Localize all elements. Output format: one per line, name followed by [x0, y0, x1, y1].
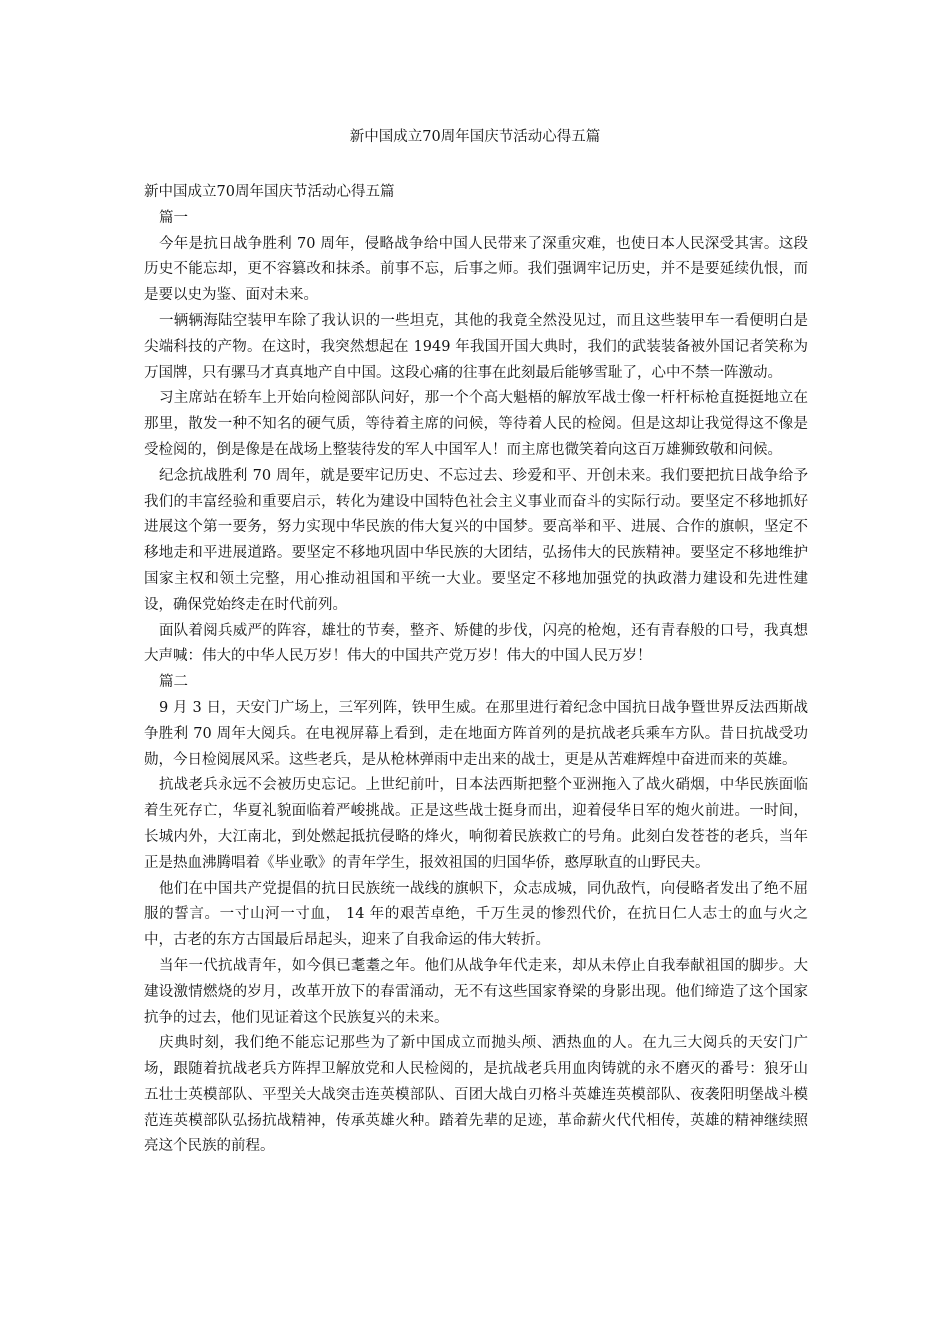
paragraph: 纪念抗战胜利 70 周年，就是要牢记历史、不忘过去、珍爱和平、开创未来。我们要把抗日战争给予我们的丰富经验和重要启示，转化为建设中国特色社会主义事业而奋斗的实际行动。要坚定不移地抓好进展这个第一要务，努力实现中华民族的伟大复兴的中国梦。要高举和平、进展、合作的旗帜，坚定不移地走和平进展道路。要坚定不移地巩固中华民族的大团结，弘扬伟大的民族精神。要坚定不移地维护国家主权和领土完整，用心推动祖国和平统一大业。要坚定不移地加强党的执政潜力建设和先进性建设，确保党始终走在时代前列。	[144, 467, 808, 613]
paragraph: 当年一代抗战青年，如今俱已耄耋之年。他们从战争年代走来，却从未停止自我奉献祖国的脚步。大建设激情燃烧的岁月，改革开放下的春雷涌动，无不有这些国家脊梁的身影出现。他们缔造了这个国家抗争的过去，他们见证着这个民族复兴的未来。	[144, 957, 808, 1026]
paragraph: 面队着阅兵威严的阵容，雄壮的节奏，整齐、矫健的步伐，闪亮的枪炮，还有青春般的口号，我真想大声喊：伟大的中华人民万岁！伟大的中国共产党万岁！伟大的中国人民万岁！	[144, 622, 808, 665]
document-subtitle: 新中国成立70周年国庆节活动心得五篇	[144, 184, 395, 200]
paragraph: 今年是抗日战争胜利 70 周年，侵略战争给中国人民带来了深重灾难，也使日本人民深受其害。这段历史不能忘却，更不容篡改和抹杀。前事不忘，后事之师。我们强调牢记历史，并不是要延续仇恨，而是要以史为鉴、面对未来。	[144, 235, 808, 304]
paragraph: 庆典时刻，我们绝不能忘记那些为了新中国成立而抛头颅、洒热血的人。在九三大阅兵的天安门广场，跟随着抗战老兵方阵捍卫解放党和人民检阅的，是抗战老兵用血肉铸就的永不磨灭的番号：狼牙山五壮士英模部队、平型关大战突击连英模部队、百团大战白刃格斗英雄连英模部队、夜袭阳明堡战斗模范连英模部队弘扬抗战精神，传承英雄火种。踏着先辈的足迹，革命薪火代代相传，英雄的精神继续照亮这个民族的前程。	[144, 1035, 808, 1155]
section-1	[144, 206, 808, 670]
section-2	[144, 670, 808, 1160]
section-heading: 篇二	[159, 674, 188, 691]
paragraph: 9 月 3 日，天安门广场上，三军列阵，铁甲生威。在那里进行着纪念中国抗日战争暨世界反法西斯战争胜利 70 周年大阅兵。在电视屏幕上看到，走在地面方阵首列的是抗战老兵乘车方队。昔日抗战受功勋，今日检阅展风采。这些老兵，是从枪林弹雨中走出来的战士，更是从苦难辉煌中奋进而来的英雄。	[144, 699, 808, 768]
document-body	[144, 180, 808, 1160]
paragraph: 他们在中国共产党提倡的抗日民族统一战线的旗帜下，众志成城，同仇敌忾，向侵略者发出了绝不屈服的誓言。一寸山河一寸血， 14 年的艰苦卓绝，千万生灵的惨烈代价，在抗日仁人志士的血与火之中，古老的东方古国最后昂起头，迎来了自我命运的伟大转折。	[144, 880, 808, 949]
section-heading: 篇一	[159, 209, 188, 226]
paragraph: 一辆辆海陆空装甲车除了我认识的一些坦克，其他的我竟全然没见过，而且这些装甲车一看便明白是尖端科技的产物。在这时，我突然想起在 1949 年我国开国大典时，我们的武装装备被外国记者笑称为万国牌，只有骡马才真真地产自中国。这段心痛的往事在此刻最后能够雪耻了，心中不禁一阵激动。	[144, 312, 808, 381]
paragraph: 抗战老兵永远不会被历史忘记。上世纪前叶，日本法西斯把整个亚洲拖入了战火硝烟，中华民族面临着生死存亡，华夏礼貌面临着严峻挑战。正是这些战士挺身而出，迎着侵华日军的炮火前进。一时间，长城内外，大江南北，到处燃起抵抗侵略的烽火，响彻着民族救亡的号角。此刻白发苍苍的老兵，当年正是热血沸腾唱着《毕业歌》的青年学生，报效祖国的归国华侨，憨厚耿直的山野民夫。	[144, 777, 808, 871]
paragraph: 习主席站在轿车上开始向检阅部队问好，那一个个高大魁梧的解放军战士像一杆杆标枪直挺挺地立在那里，散发一种不知名的硬气质，等待着主席的问候，等待着人民的检阅。但是这却让我觉得这不像是受检阅的，倒是像是在战场上整装待发的军人中国军人！而主席也微笑着向这百万雄狮致敬和问候。	[144, 390, 808, 458]
document-title: 新中国成立70周年国庆节活动心得五篇	[349, 129, 601, 145]
